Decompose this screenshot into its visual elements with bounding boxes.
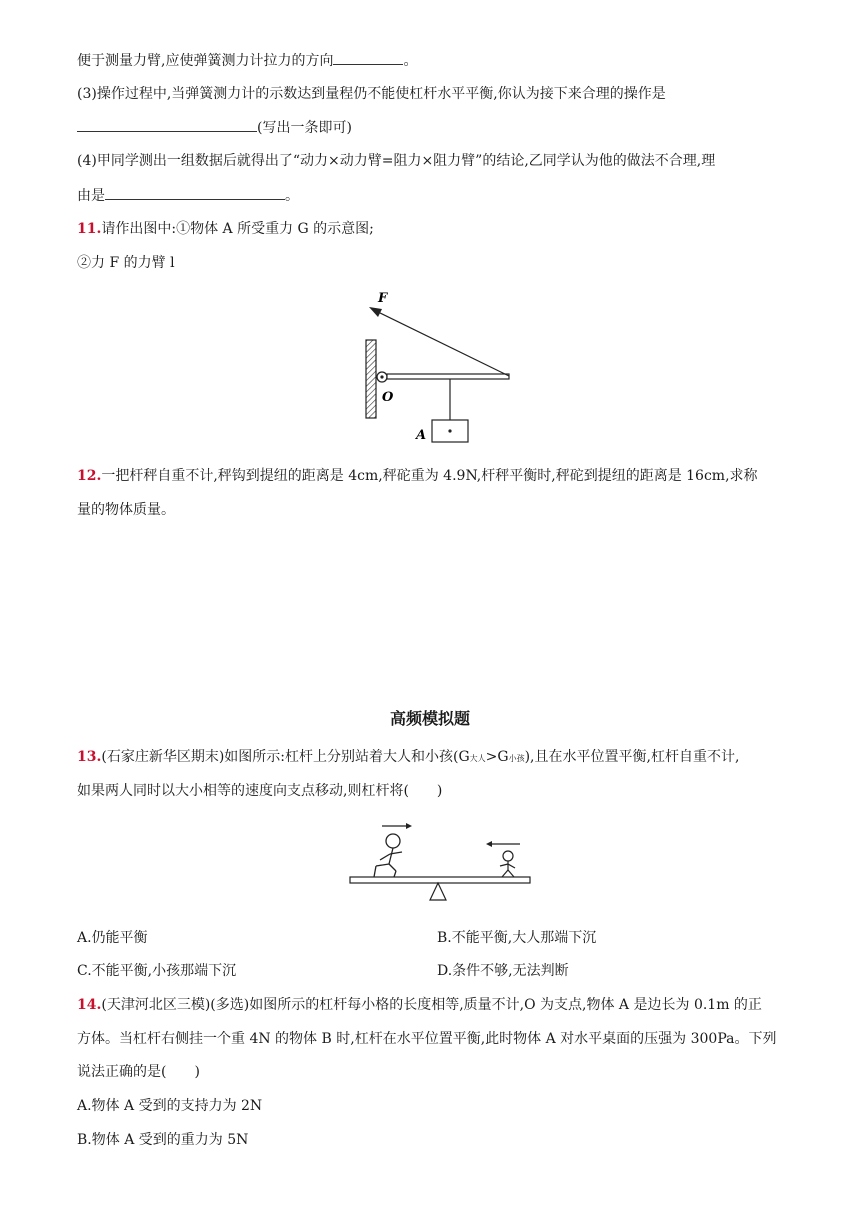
q11-line2: ②力 F 的力臂 l bbox=[77, 255, 175, 271]
force-f-arrowhead bbox=[369, 307, 382, 317]
adult-figure bbox=[374, 834, 402, 877]
answer-blank[interactable] bbox=[77, 117, 257, 132]
q13-line2: 如果两人同时以大小相等的速度向支点移动,则杠杆将( ) bbox=[77, 783, 443, 799]
q10-line5 bbox=[77, 185, 299, 206]
q12-text: 一把杆秤自重不计,秤钩到提纽的距离是 4cm,秤砣重为 4.9N,杆秤平衡时,秤砣到提纽的距离是 16cm,求称 bbox=[101, 468, 758, 484]
option-b[interactable]: B.不能平衡,大人那端下沉 bbox=[437, 930, 597, 946]
option-d[interactable]: D.条件不够,无法判断 bbox=[437, 963, 569, 979]
question-number: 13. bbox=[77, 749, 102, 765]
q10-line1-end: 。 bbox=[403, 53, 418, 69]
lever-bar bbox=[387, 374, 509, 379]
q11-lever-figure bbox=[352, 287, 526, 445]
question-number: 14. bbox=[77, 997, 102, 1013]
q12-line1 bbox=[77, 466, 758, 486]
q12-line2: 量的物体质量。 bbox=[77, 502, 175, 518]
q10-line5-text: 由是 bbox=[77, 188, 105, 204]
q14-option-b[interactable]: B.物体 A 受到的重力为 5N bbox=[77, 1132, 249, 1148]
wall bbox=[366, 340, 376, 418]
subscript-child: 小孩 bbox=[508, 754, 525, 763]
q10-line2: (3)操作过程中,当弹簧测力计的示数达到量程仍不能使杠杆水平平衡,你认为接下来合理的操作是 bbox=[77, 86, 666, 102]
q14-text: (天津河北区三模)(多选)如图所示的杠杆每小格的长度相等,质量不计,O 为支点,物体 A 是边长为 0.1m 的正 bbox=[101, 997, 762, 1013]
force-f-line bbox=[374, 310, 509, 376]
question-number: 12. bbox=[77, 468, 102, 484]
answer-blank[interactable] bbox=[333, 50, 403, 65]
label-o: O bbox=[382, 390, 394, 405]
seesaw-plank bbox=[350, 877, 530, 883]
q13-text-a: (石家庄新华区期末)如图所示:杠杆上分别站着大人和小孩(G bbox=[101, 749, 470, 765]
label-f: F bbox=[378, 291, 388, 306]
question-number: 11. bbox=[77, 221, 102, 237]
section-title: 高频模拟题 bbox=[389, 709, 470, 728]
q14-line1 bbox=[77, 995, 762, 1015]
q10-line4: (4)甲同学测出一组数据后就得出了“动力×动力臂=阻力×阻力臂”的结论,乙同学认为他的做法不合理,理 bbox=[77, 153, 716, 169]
gt-sign: >G bbox=[485, 749, 509, 765]
q13-seesaw-figure bbox=[340, 816, 540, 908]
q10-line3 bbox=[77, 117, 352, 138]
q11-text: 请作出图中:①物体 A 所受重力 G 的示意图; bbox=[101, 221, 374, 237]
q14-line3: 说法正确的是( ) bbox=[77, 1064, 200, 1080]
q13-line1 bbox=[77, 747, 739, 769]
q10-line1-text: 便于测量力臂,应使弹簧测力计拉力的方向 bbox=[77, 53, 334, 69]
option-c[interactable]: C.不能平衡,小孩那端下沉 bbox=[77, 963, 237, 979]
option-a[interactable]: A.仍能平衡 bbox=[77, 930, 148, 946]
fulcrum bbox=[430, 883, 446, 900]
q11-line1 bbox=[77, 219, 374, 239]
subscript-adult: 大人 bbox=[469, 754, 486, 763]
q10-line3-end: (写出一条即可) bbox=[257, 120, 352, 136]
label-a: A bbox=[416, 428, 427, 443]
q10-line1 bbox=[77, 50, 417, 71]
q10-line5-end: 。 bbox=[285, 188, 299, 204]
q14-line2: 方体。当杠杆右侧挂一个重 4N 的物体 B 时,杠杆在水平位置平衡,此时物体 A 对水平桌面的压强为 300Pa。下列 bbox=[77, 1031, 777, 1047]
q14-option-a[interactable]: A.物体 A 受到的支持力为 2N bbox=[77, 1098, 263, 1114]
q13-text-b: ),且在水平位置平衡,杠杆自重不计, bbox=[524, 749, 740, 765]
child-figure bbox=[500, 851, 515, 877]
answer-blank[interactable] bbox=[105, 185, 285, 200]
